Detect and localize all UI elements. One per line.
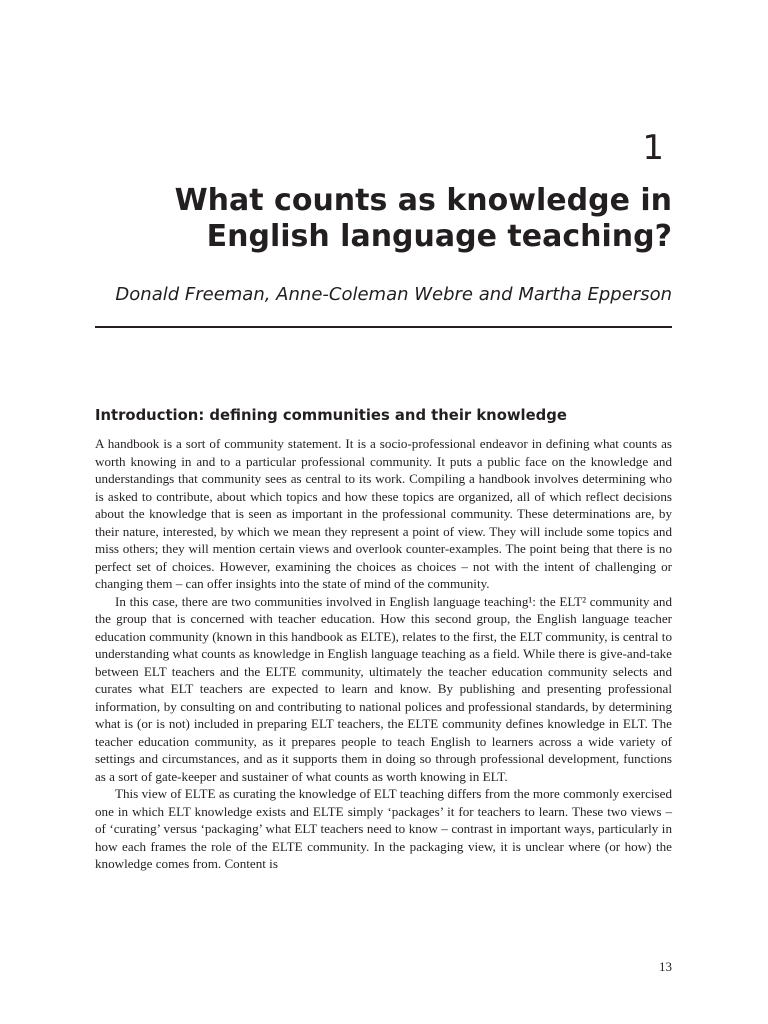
paragraph: This view of ELTE as curating the knowledge of ELT teaching differs from the more commonly exercised one in which ELT knowledge exists and ELTE simply ‘packages’ it for teachers to learn. These two views – of ‘curating’ versus ‘packaging’ what ELT teachers need to know – contrast in important ways, particularly in how each frames the role of the ELTE community. In the packaging view, it is unclear where (or how) the knowledge comes from. Content is: [95, 786, 672, 871]
paragraph: A handbook is a sort of community statement. It is a socio-professional endeavor in defining what counts as worth knowing in and to a particular professional community. It puts a public face on the knowledge and understandings that community sees as central to its work. Compiling a handbook involves determining who is asked to contribute, about which topics and how these topics are organized, all of which reflect decisions about the knowledge that is seen as important in the professional community. These determinations are, by their nature, interested, by which we mean they represent a point of view. They will include some topics and miss others; they will mention certain views and overlook counter-examples. The point being that there is no perfect set of choices. However, examining the choices as choices – not with the intent of challenging or changing them – can offer insights into the state of mind of the community.: [95, 436, 672, 591]
body-text: [95, 435, 672, 873]
page-number: 13: [659, 959, 672, 974]
chapter-number: 1: [642, 128, 664, 168]
chapter-authors: Donald Freeman, Anne-Coleman Webre and Martha Epperson: [115, 284, 672, 305]
section-heading: Introduction: defining communities and their knowledge: [95, 407, 567, 424]
paragraph: In this case, there are two communities involved in English language teaching¹: the ELT² community and the group that is concerned with teacher education. How this second group, the English language teacher education community (known in this handbook as ELTE), relates to the first, the ELT community, is central to understanding what counts as knowledge in English language teaching as a field. While there is give-and-take between ELT teachers and the ELTE community, ultimately the teacher education community selects and curates what ELT teachers are expected to learn and know. By publishing and presenting professional information, by consulting on and contributing to national polices and professional standards, by determining what is (or is not) included in preparing ELT teachers, the ELTE community defines knowledge in ELT. The teacher education community, as it prepares people to teach English to learners across a wide variety of settings and circumstances, and as it supports them in doing so through professional development, functions as a sort of gate-keeper and sustainer of what counts as worth knowing in ELT.: [95, 593, 672, 784]
chapter-title: What counts as knowledge in English language teaching?: [174, 183, 672, 254]
title-divider: [95, 326, 672, 328]
